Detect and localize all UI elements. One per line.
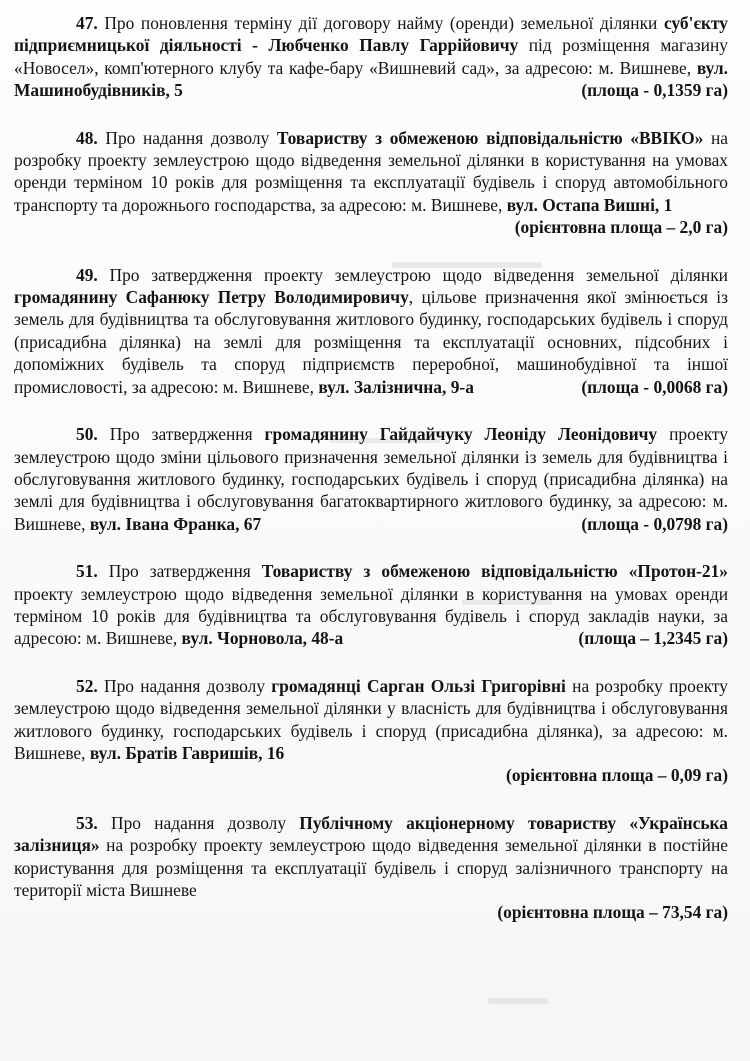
item-text: під розміщення магазину «Новосел», комп'ютерного клубу та кафе-бару «Вишневий сад», за адресою: м. Вишневе, [14,35,728,78]
decision-item-51 [14,560,728,650]
item-party: Публічному акціонерному товариству «Українська залізниця» [14,812,728,856]
item-number: 49. [76,264,98,285]
item-number: 53. [76,812,98,833]
decision-item-48 [14,127,728,239]
decision-item-49 [14,264,728,398]
item-text: Про надання дозволу [97,127,277,148]
item-text: проекту землеустрою щодо відведення земельної ділянки в користування на умовах оренди терміном 10 років для будівництва та обслуговування будівель і споруд закладів науки, за адресою: м. Вишневе, [14,583,728,649]
item-text: Про надання дозволу [97,675,272,696]
decision-item-53 [14,812,728,924]
decision-item-52 [14,675,728,787]
item-text: Про затвердження [97,561,262,582]
item-area: (орієнтовна площа – 73,54 га) [497,902,728,923]
item-area: (площа - 0,0068 га) [581,376,728,397]
item-party: суб'єкту підприємницької діяльності - Любченко Павлу Гаррійовичу [14,13,728,56]
item-address: вул. Остапа Вишні, 1 [506,194,673,215]
item-text: Про затвердження проекту землеустрою щодо відведення земельної ділянки [97,264,728,285]
item-area: (площа - 0,1359 га) [581,80,728,101]
item-text: Про поновлення терміну дії договору найму (оренди) земельної ділянки [97,13,664,33]
item-number: 48. [76,127,98,148]
item-number: 51. [76,561,98,582]
item-text: на розробку проекту землеустрою щодо відведення земельної ділянки в користування на умовах оренди терміном 10 років для розміщення та експлуатації будівель і споруд автомобільного транспорту та дорожнього господарства, за адресою: м. Вишневе, [14,127,728,215]
item-number: 50. [76,424,98,445]
item-area: (площа – 1,2345 га) [578,628,728,649]
item-party: громадянці Сарган Ользі Григорівні [271,675,566,696]
item-text: проекту землеустрою щодо зміни цільового призначення земельної ділянки із земель для будівництва і обслуговування житлового будинку, господарських будівель і споруд (присадибна ділянка) на землі для будівництва і обслуговування багатоквартирного житлового будинку, за адресою: м. Вишневе, [14,424,728,534]
item-text: Про надання дозволу [97,812,300,833]
item-number: 52. [76,675,98,696]
item-text: на розробку проекту землеустрою щодо відведення земельної ділянки у власність для будівництва і обслуговування житлового будинку, господарських будівель і споруд (присадибна ділянка), за адресою: м. Вишневе, [14,675,728,763]
decision-item-50 [14,423,728,535]
item-text: Про затвердження [97,424,265,445]
document-body [14,12,728,949]
item-party: громадянину Гайдайчуку Леоніду Леонідовичу [264,424,658,445]
item-address: вул. Машинобудівників, 5 [14,57,728,101]
item-number: 47. [76,13,98,33]
item-party: громадянину Сафанюку Петру Володимировичу [14,287,409,308]
item-address: вул. Івана Франка, 67 [89,513,262,534]
item-address: вул. Залізнична, 9-а [318,376,474,397]
item-text: на розробку проекту землеустрою щодо відведення земельної ділянки в постійне користування для розміщення та експлуатації будівель і споруд залізничного транспорту на території міста Вишневе [14,835,728,900]
item-area: (площа - 0,0798 га) [581,513,728,534]
item-area: (орієнтовна площа – 2,0 га) [514,217,728,238]
item-text: , цільове призначення якої змінюється із земель для будівництва та обслуговування житлового будинку, господарських будівель і споруд (присадибна ділянка) на землі для розміщення та експлуатації основних, підсобних і допоміжних будівель та споруд підприємств переробної, машинобудівної та іншої промисловості, за адресою: м. Вишневе, [14,287,728,397]
item-party: Товариству з обмеженою відповідальністю «Протон-21» [261,561,728,582]
decision-item-47 [14,12,728,102]
scan-artifact [488,998,548,1004]
item-area: (орієнтовна площа – 0,09 га) [506,765,728,786]
item-address: вул. Братів Гавришів, 16 [89,742,285,763]
item-address: вул. Чорновола, 48-а [181,628,344,649]
item-party: Товариству з обмеженою відповідальністю «ВВІКО» [276,127,704,148]
